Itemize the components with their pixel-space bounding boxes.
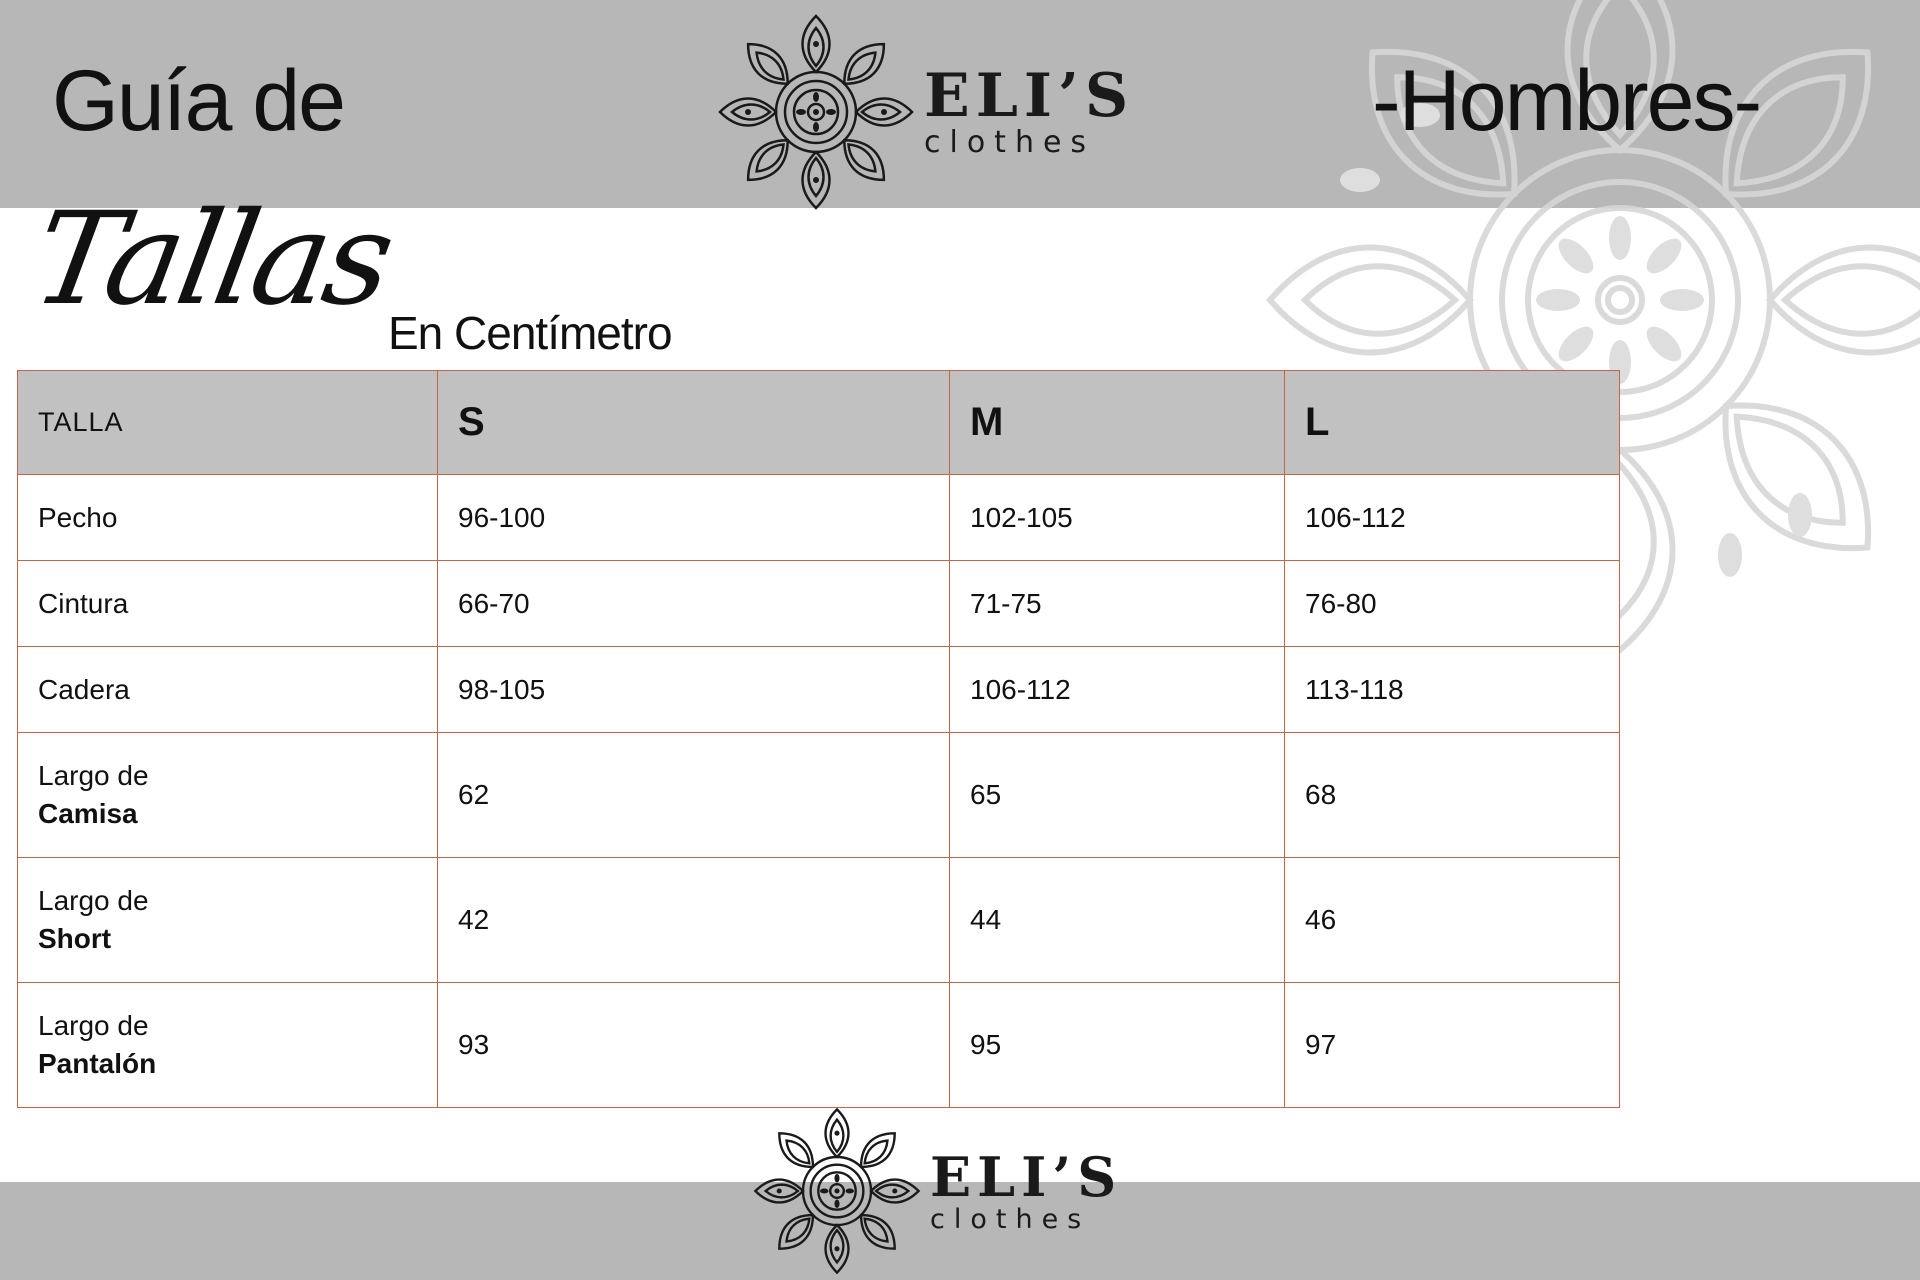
header-size-m: M <box>950 371 1285 475</box>
cell-l: 76-80 <box>1285 561 1620 647</box>
row-label <box>18 858 438 983</box>
cell-s: 98-105 <box>438 647 950 733</box>
row-label-prefix: Largo de <box>38 885 149 917</box>
brand-logo-bottom <box>752 1106 1122 1276</box>
logo-brand-name: ELI’S <box>930 1144 1123 1209</box>
table-row <box>18 561 1620 647</box>
table-row <box>18 733 1620 858</box>
page-title-left: Guía de <box>52 53 344 149</box>
cell-m: 106-112 <box>950 647 1285 733</box>
row-label-prefix: Largo de <box>38 1010 149 1042</box>
row-label: Pecho <box>18 475 438 561</box>
header-size-s: S <box>438 371 950 475</box>
logo-wordmark <box>924 61 1135 160</box>
table-row <box>18 475 1620 561</box>
header-talla: TALLA <box>18 371 438 475</box>
row-label-garment: Short <box>38 923 112 954</box>
cell-m: 95 <box>950 983 1285 1108</box>
row-label <box>18 733 438 858</box>
mandala-logo-icon <box>716 12 916 212</box>
table-row <box>18 983 1620 1108</box>
cell-l: 46 <box>1285 858 1620 983</box>
row-label-garment: Pantalón <box>38 1048 157 1079</box>
cell-s: 96-100 <box>438 475 950 561</box>
cell-l: 113-118 <box>1285 647 1620 733</box>
cell-m: 102-105 <box>950 475 1285 561</box>
cell-s: 93 <box>438 983 950 1108</box>
cell-m: 71-75 <box>950 561 1285 647</box>
cell-m: 65 <box>950 733 1285 858</box>
table-row <box>18 858 1620 983</box>
logo-wordmark <box>930 1144 1123 1235</box>
tallas-script-heading: Tallas <box>22 185 401 334</box>
row-label: Cadera <box>18 647 438 733</box>
table-row <box>18 647 1620 733</box>
page-title-right: -Hombres- <box>1372 53 1761 149</box>
unit-label: En Centímetro <box>388 307 672 359</box>
row-label: Cintura <box>18 561 438 647</box>
logo-subtitle: clothes <box>924 125 1096 160</box>
mandala-logo-icon <box>752 1106 922 1276</box>
row-label <box>18 983 438 1108</box>
logo-subtitle: clothes <box>930 1203 1091 1235</box>
row-label-prefix: Largo de <box>38 760 149 792</box>
size-table <box>17 370 1620 1108</box>
cell-s: 66-70 <box>438 561 950 647</box>
cell-m: 44 <box>950 858 1285 983</box>
cell-s: 62 <box>438 733 950 858</box>
header-size-l: L <box>1285 371 1620 475</box>
cell-s: 42 <box>438 858 950 983</box>
cell-l: 68 <box>1285 733 1620 858</box>
row-label-garment: Camisa <box>38 798 138 829</box>
logo-brand-name: ELI’S <box>924 61 1135 131</box>
cell-l: 106-112 <box>1285 475 1620 561</box>
brand-logo-top <box>716 12 1134 212</box>
table-header-row <box>18 371 1620 475</box>
cell-l: 97 <box>1285 983 1620 1108</box>
